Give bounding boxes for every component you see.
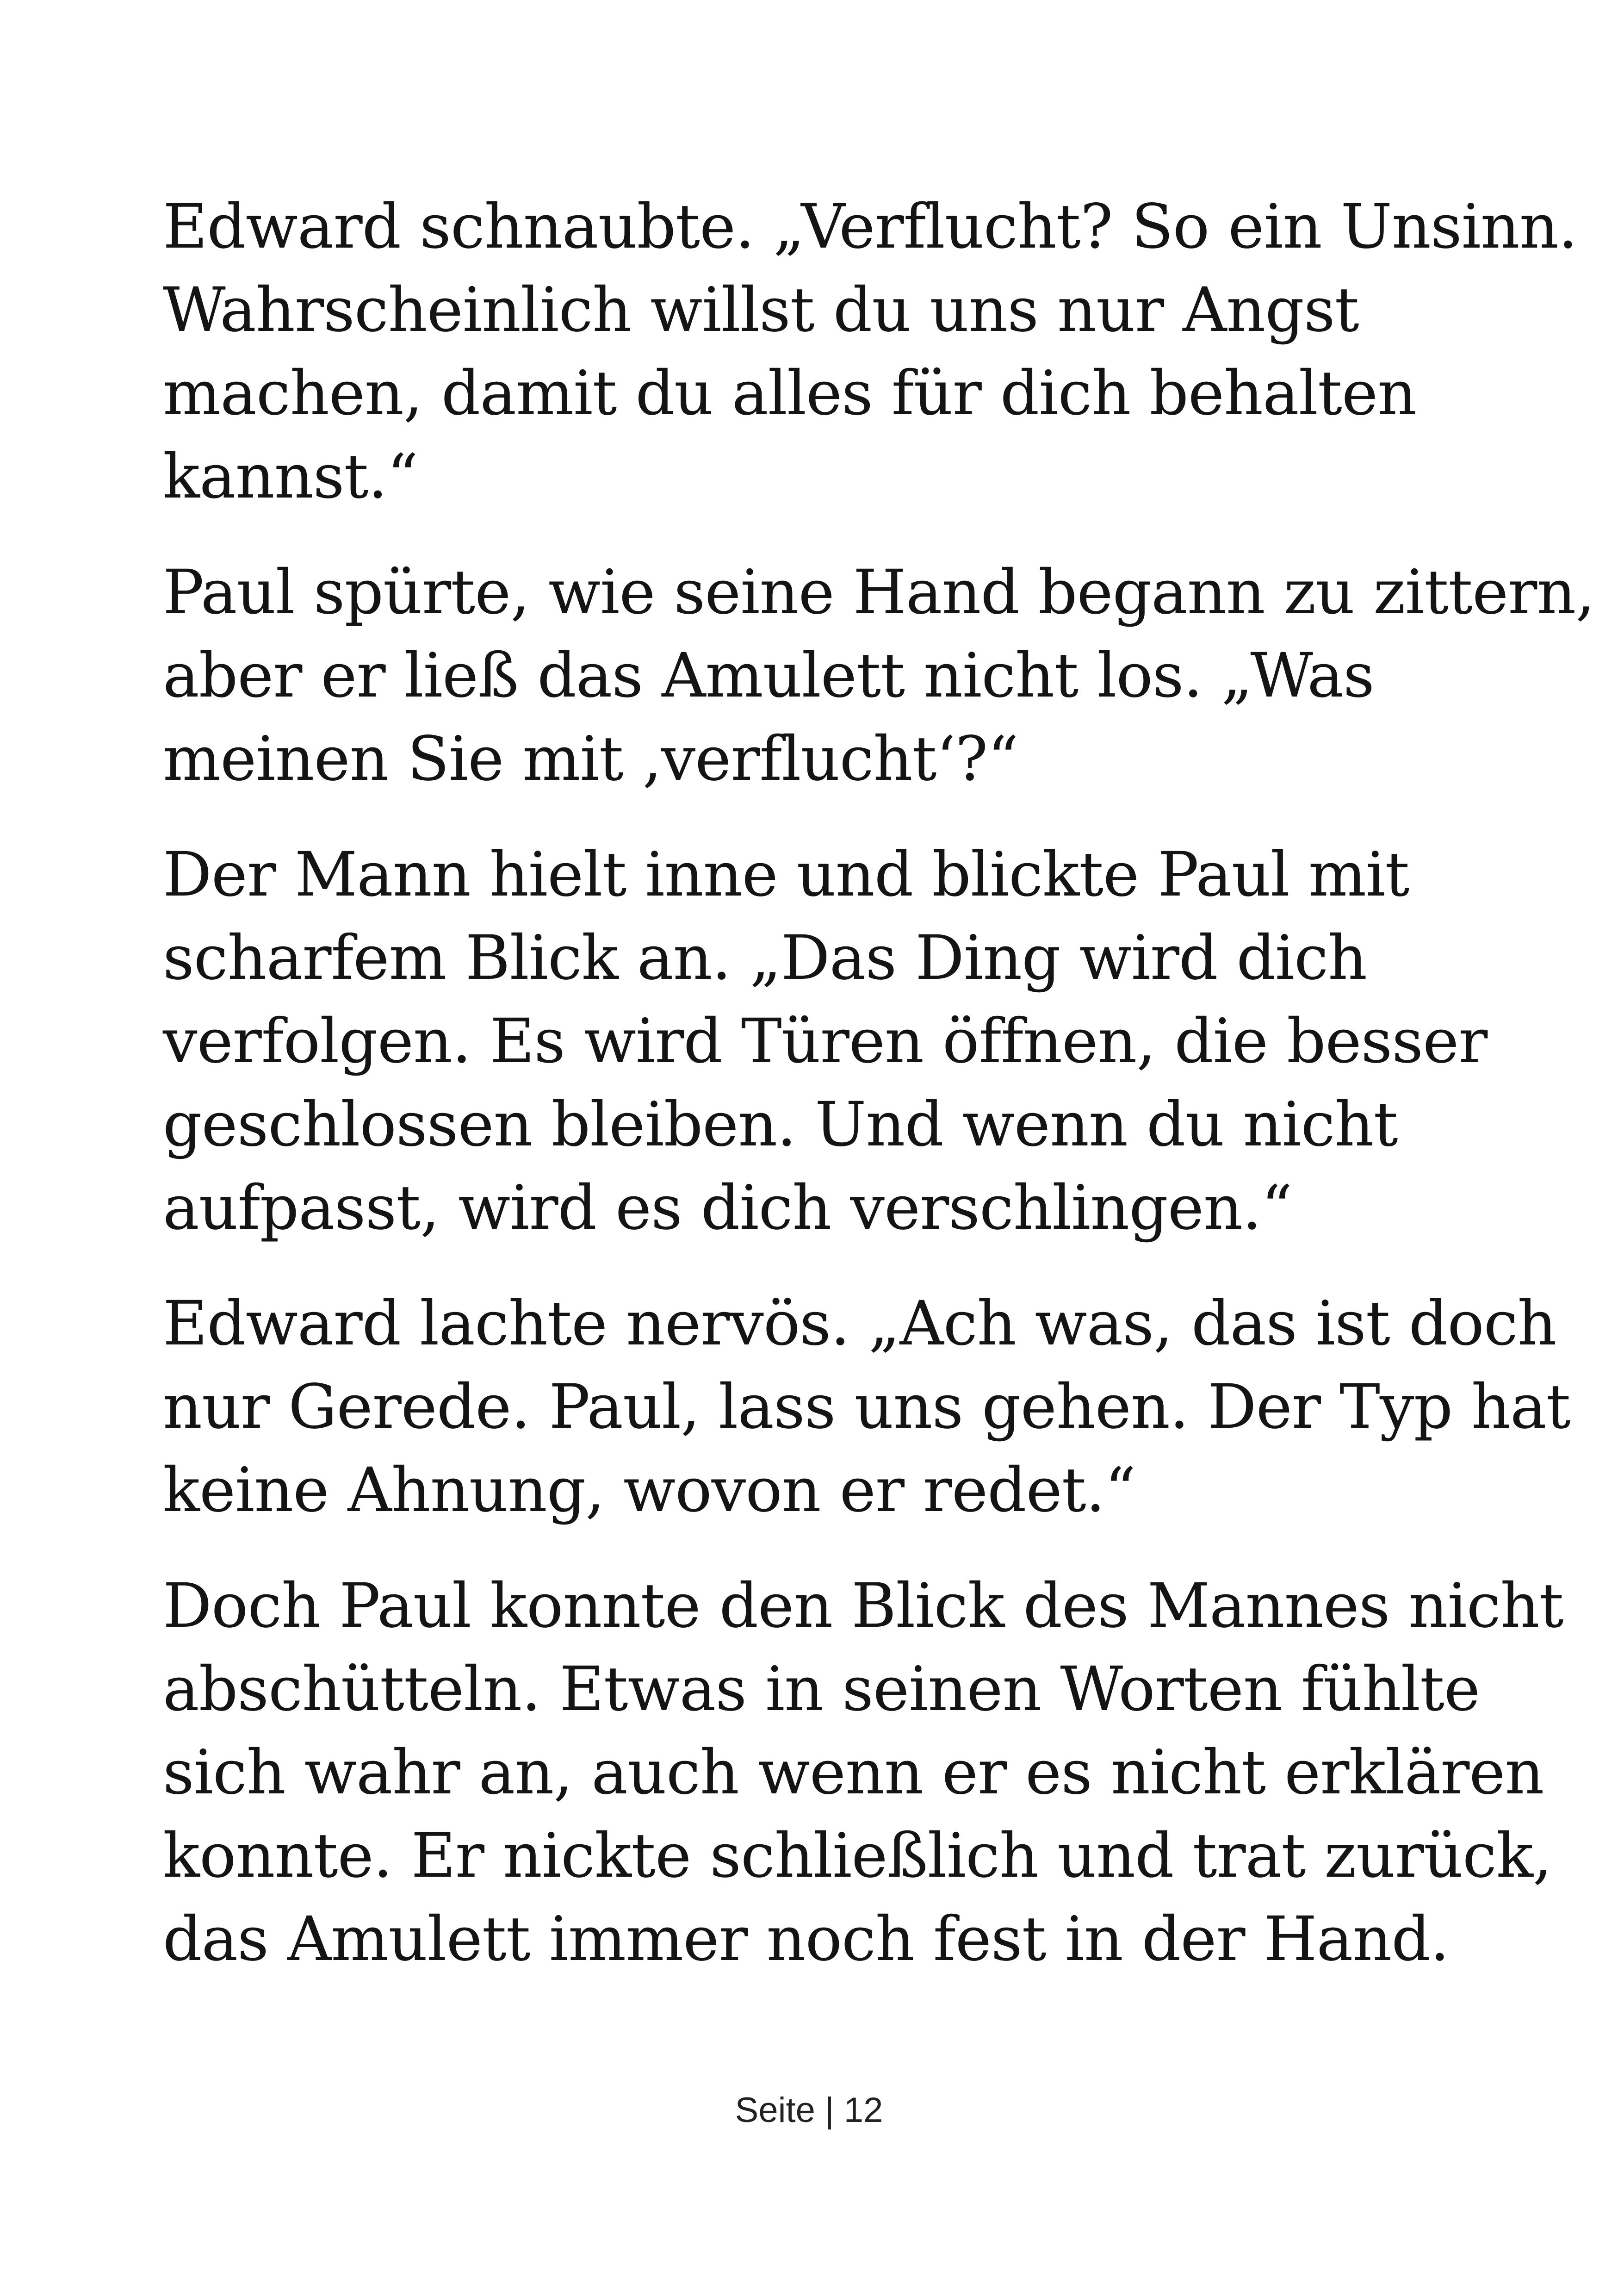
text-line: Der Mann hielt inne und blickte Paul mit [163,839,1409,910]
text-line: aufpasst, wird es dich verschlingen.“ [163,1172,1292,1244]
text-line: scharfem Blick an. „Das Ding wird dich [163,922,1367,994]
text-line: sich wahr an, auch wenn er es nicht erklären [163,1737,1544,1808]
text-line: aber er ließ das Amulett nicht los. „Was [163,640,1374,711]
text-line: nur Gerede. Paul, lass uns gehen. Der Typ hat [163,1371,1570,1443]
text-line: keine Ahnung, wovon er redet.“ [163,1455,1136,1526]
text-line: das Amulett immer noch fest in der Hand. [163,1904,1449,1975]
paragraph-4 [163,1282,1570,1532]
paragraph-1 [163,185,1577,518]
paragraph-5 [163,1564,1563,1981]
text-line: verfolgen. Es wird Türen öffnen, die besser [163,1006,1488,1077]
text-line: Paul spürte, wie seine Hand begann zu zittern, [163,557,1595,628]
body-text [163,185,1595,2013]
text-line: Doch Paul konnte den Blick des Mannes nicht [163,1570,1563,1642]
text-line: Wahrscheinlich willst du uns nur Angst [163,274,1359,346]
page-number: Seite | 12 [735,2091,883,2130]
text-line: Edward lachte nervös. „Ach was, das ist doch [163,1288,1556,1359]
text-line: kannst.“ [163,441,418,512]
text-line: meinen Sie mit ‚verflucht‘?“ [163,723,1018,795]
paragraph-3 [163,833,1488,1250]
paragraph-2 [163,551,1595,801]
text-line: Edward schnaubte. „Verflucht? So ein Unsinn. [163,191,1577,262]
text-line: geschlossen bleiben. Und wenn du nicht [163,1089,1398,1160]
text-line: konnte. Er nickte schließlich und trat zurück, [163,1820,1552,1892]
text-line: machen, damit du alles für dich behalten [163,358,1417,429]
text-line: abschütteln. Etwas in seinen Worten fühlte [163,1654,1480,1725]
